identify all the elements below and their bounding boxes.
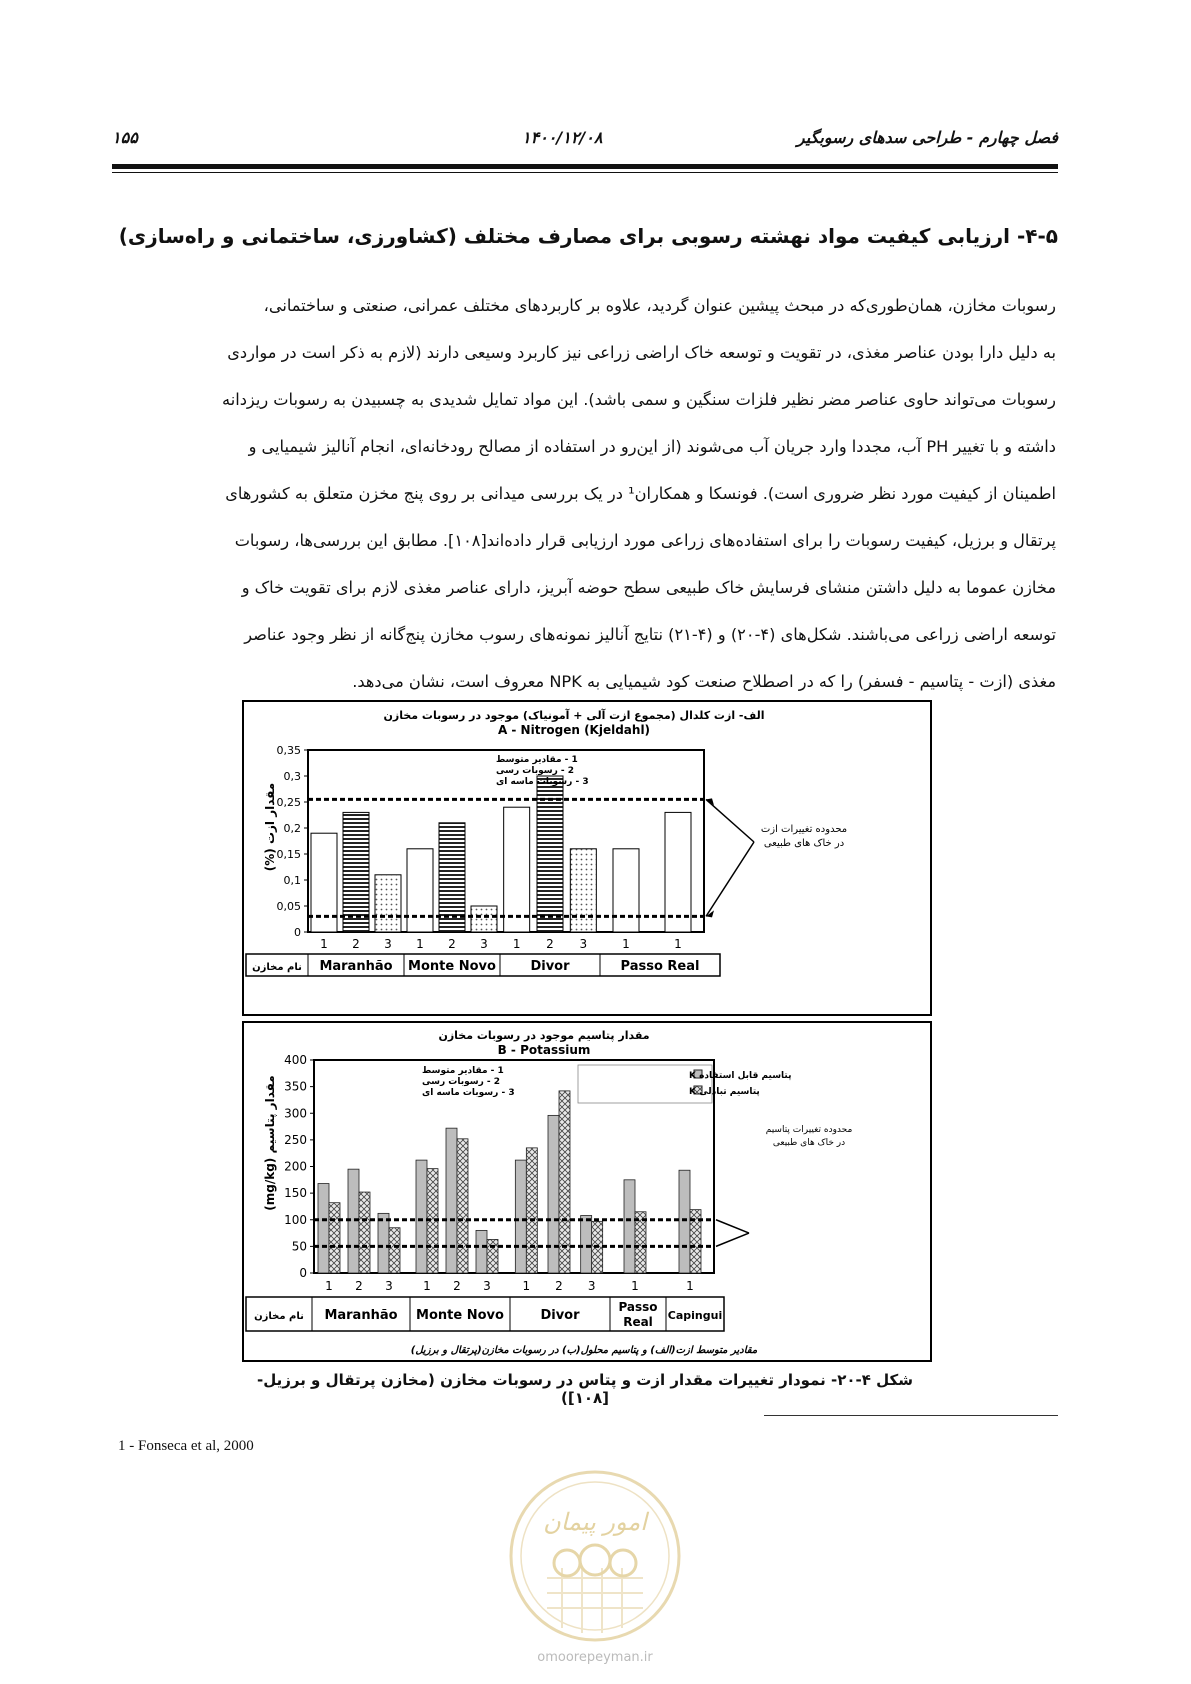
x-tick-label: 3 bbox=[587, 1279, 596, 1293]
bar-monte-novo-1 bbox=[407, 849, 433, 932]
x-tick-label: 1 bbox=[423, 1279, 431, 1293]
bar-divor-3 bbox=[570, 849, 596, 932]
x-tick-label: 3 bbox=[483, 1279, 491, 1293]
y-tick-label: 50 bbox=[291, 1239, 307, 1254]
x-tick-label: 2 bbox=[448, 937, 456, 951]
y-tick-label: 0,15 bbox=[276, 848, 301, 861]
y-tick-label: 350 bbox=[284, 1079, 307, 1094]
x-tick-label: 2 bbox=[555, 1279, 563, 1293]
arrowhead bbox=[706, 798, 714, 805]
bar-available-monte-novo-3 bbox=[476, 1230, 487, 1273]
paragraph-line: توسعه اراضی زراعی می‌باشند. شکل‌های (۴-۲۰) و (۴-۲۱) نتایج آنالیز نمونه‌های رسوب مخازن پنج‌گانه از نظر وجود عناصر bbox=[244, 625, 1056, 644]
legend-entry: 1 - مقادیر متوسط bbox=[422, 1066, 504, 1076]
x-tick-label: 2 bbox=[352, 937, 360, 951]
x-tick-label: 1 bbox=[416, 937, 424, 951]
paragraph-line: مخازن عموما به دلیل داشتن منشای فرسایش خاک طبیعی سطح حوضه آبریز، دارای عناصر مغذی لازم برای تقویت خاک و bbox=[241, 578, 1056, 597]
bar-exchangeable-monte-novo-2 bbox=[457, 1139, 468, 1273]
footnote-rule bbox=[764, 1415, 1058, 1416]
paragraph-line: داشته و با تغییر PH آب، مجددا وارد جریان آب می‌شوند (از این‌رو در استفاده از مصالح رودخانه‌ای، انجام آنالیز شیمیایی و bbox=[248, 437, 1056, 456]
annotation-arrow bbox=[716, 1220, 749, 1233]
paragraph-line: به دلیل دارا بودن عناصر مغذی، در تقویت و توسعه خاک اراضی زراعی نیز کاربرد وسیعی دارند (لازم به ذکر است در مواردی bbox=[227, 343, 1056, 362]
y-tick-label: 0,25 bbox=[276, 796, 301, 809]
bar-available-divor-2 bbox=[548, 1115, 559, 1273]
bar-available-monte-novo-2 bbox=[446, 1128, 457, 1273]
figure-caption: شکل ۴-۲۰- نمودار تغییرات مقدار ازت و پتاس در رسوبات مخازن (مخازن پرتقال و برزیل- [۱۰۸]) bbox=[256, 1371, 913, 1407]
paragraph-line: اطمینان از کیفیت مورد نظر ضروری است). فونسکا و همکاران¹ در یک بررسی میدانی بر روی پنج مخزن متعلق به کشورهای bbox=[225, 484, 1056, 503]
y-tick-label: 0 bbox=[294, 926, 301, 939]
bottom-note: مقادیر متوسط ازت(الف) و پتاسیم محلول(ب) در رسوبات مخازن(پرتقال و برزیل) bbox=[410, 1345, 758, 1356]
paragraph-line: مغذی (ازت - پتاسیم - فسفر) را که در اصطلاح صنعت کود شیمیایی به NPK معروف است، نشان می‌دهد. bbox=[352, 672, 1056, 691]
series-legend-entry: پتاسیم تبادلی K bbox=[689, 1087, 760, 1097]
range-annotation: محدوده تغییرات پتاسیم bbox=[765, 1125, 853, 1135]
section-title: ۴-۵- ارزیابی کیفیت مواد نهشته رسوبی برای مصارف مختلف (کشاورزی، ساختمانی و راه‌سازی) bbox=[118, 224, 1058, 248]
nitrogen-chart bbox=[242, 700, 932, 1016]
bar-available-capingui-1 bbox=[679, 1170, 690, 1273]
reservoir-name: Passo Real bbox=[620, 959, 700, 974]
x-tick-label: 3 bbox=[579, 937, 588, 951]
body-paragraph bbox=[118, 282, 1056, 705]
chart-subtitle: A - Nitrogen (Kjeldahl) bbox=[497, 723, 651, 737]
bar-exchangeable-divor-1 bbox=[526, 1148, 537, 1273]
y-axis-label: مقدار پتاسیم (mg/kg) bbox=[263, 1075, 277, 1211]
header-rule bbox=[112, 164, 1058, 169]
x-tick-label: 1 bbox=[512, 937, 521, 951]
chart-subtitle: B - Potassium bbox=[497, 1043, 591, 1057]
chart-title: مقدار پتاسیم موجود در رسوبات مخازن bbox=[438, 1029, 650, 1042]
bar-monte-novo-3 bbox=[471, 906, 497, 932]
bar-passo-real-1 bbox=[613, 849, 639, 932]
y-tick-label: 0,2 bbox=[283, 822, 301, 835]
y-tick-label: 0,05 bbox=[276, 900, 301, 913]
x-tick-label: 2 bbox=[546, 937, 554, 951]
reservoir-name: Passo bbox=[618, 1300, 658, 1314]
watermark-text: امور پیمان bbox=[543, 1508, 647, 1536]
header-date: ۱۴۰۰/۱۲/۰۸ bbox=[522, 128, 603, 147]
page-number: ۱۵۵ bbox=[112, 128, 138, 147]
range-annotation: در خاک های طبیعی bbox=[763, 838, 845, 849]
annotation-arrow bbox=[706, 842, 754, 916]
bar-exchangeable-maranh-o-3 bbox=[389, 1228, 400, 1273]
bar-available-divor-3 bbox=[581, 1215, 592, 1273]
y-tick-label: 100 bbox=[284, 1212, 307, 1227]
row-header: نام مخازن bbox=[252, 962, 302, 973]
footnote: 1 - Fonseca et al, 2000 bbox=[118, 1438, 254, 1454]
series-legend-entry: پتاسیم قابل استفاده K bbox=[689, 1071, 792, 1081]
bar-available-maranh-o-1 bbox=[318, 1184, 329, 1273]
x-tick-label: 1 bbox=[320, 937, 328, 951]
bar-exchangeable-maranh-o-1 bbox=[329, 1203, 340, 1273]
paragraph-line: پرتقال و برزیل، کیفیت رسوبات را برای استفاده‌های زراعی مورد ارزیابی قرار داده‌اند[۱۰۸]. مطابق این بررسی‌ها، رسوبات bbox=[234, 531, 1056, 550]
y-tick-label: 0 bbox=[299, 1266, 307, 1280]
reservoir-name: Maranhão bbox=[324, 1308, 398, 1323]
paragraph-line: رسوبات مخازن، همان‌طوری‌که در مبحث پیشین عنوان گردید، علاوه بر کاربردهای مختلف عمرانی، صنعتی و ساختمانی، bbox=[263, 296, 1056, 315]
watermark-website: omoorepeyman.ir bbox=[537, 1650, 653, 1665]
reservoir-name: Maranhão bbox=[319, 959, 393, 974]
y-tick-label: 150 bbox=[284, 1186, 307, 1201]
x-tick-label: 1 bbox=[622, 937, 630, 951]
bar-available-divor-1 bbox=[515, 1160, 526, 1273]
x-tick-label: 1 bbox=[686, 1279, 694, 1293]
header-rule-thin bbox=[112, 172, 1058, 173]
page-header bbox=[112, 128, 1058, 152]
x-tick-label: 1 bbox=[631, 1279, 639, 1293]
y-tick-label: 300 bbox=[284, 1106, 307, 1121]
x-tick-label: 3 bbox=[385, 1279, 393, 1293]
bar-passo-real-1 bbox=[665, 812, 691, 932]
bar-available-passo-real-1 bbox=[624, 1180, 635, 1273]
x-tick-label: 2 bbox=[453, 1279, 461, 1293]
x-tick-label: 3 bbox=[480, 937, 488, 951]
reservoir-name: Divor bbox=[540, 1308, 580, 1323]
x-tick-label: 2 bbox=[355, 1279, 363, 1293]
range-annotation: در خاک های طبیعی bbox=[772, 1138, 846, 1148]
chart-title: الف- ازت کلدال (مجموع ازت آلی + آمونیاک) موجود در رسوبات مخازن bbox=[383, 709, 765, 722]
annotation-arrow bbox=[706, 799, 754, 842]
bar-maranh-o-2 bbox=[343, 812, 369, 932]
x-tick-label: 1 bbox=[674, 937, 682, 951]
legend-entry: 1 - مقادیر متوسط bbox=[496, 755, 578, 765]
reservoir-name: Divor bbox=[530, 959, 570, 974]
y-tick-label: 200 bbox=[284, 1159, 307, 1174]
bar-maranh-o-3 bbox=[375, 875, 401, 932]
y-tick-label: 0,3 bbox=[283, 770, 301, 783]
x-tick-label: 3 bbox=[384, 937, 392, 951]
bar-exchangeable-maranh-o-2 bbox=[359, 1192, 370, 1273]
legend-entry: 2 - رسوبات رسی bbox=[422, 1077, 501, 1087]
nitrogen-chart-svg bbox=[244, 702, 930, 1014]
y-tick-label: 0,1 bbox=[283, 874, 301, 887]
bar-exchangeable-monte-novo-3 bbox=[487, 1239, 498, 1273]
y-tick-label: 0,35 bbox=[276, 744, 301, 757]
legend-entry: 3 - رسوبات ماسه ای bbox=[496, 777, 589, 787]
reservoir-name: Real bbox=[623, 1315, 653, 1329]
x-tick-label: 1 bbox=[325, 1279, 333, 1293]
potassium-chart-svg bbox=[244, 1023, 930, 1360]
reservoir-name: Capingui bbox=[667, 1309, 723, 1322]
y-tick-label: 400 bbox=[284, 1053, 307, 1067]
y-tick-label: 250 bbox=[284, 1132, 307, 1147]
y-axis-label: مقدار ازت (%) bbox=[263, 782, 277, 872]
watermark-logo bbox=[507, 1468, 683, 1644]
row-header: نام مخازن bbox=[254, 1311, 304, 1322]
reservoir-name: Monte Novo bbox=[416, 1308, 504, 1323]
range-annotation: محدوده تغییرات ازت bbox=[760, 824, 848, 835]
bar-divor-1 bbox=[504, 807, 530, 932]
paragraph-line: رسوبات می‌تواند حاوی عناصر مضر نظیر فلزات سنگین و سمی باشد). این مواد تمایل شدیدی به چسبیدن به رسوبات ریزدانه bbox=[222, 390, 1056, 409]
chapter-title: فصل چهارم - طراحی سدهای رسوبگیر bbox=[796, 128, 1058, 147]
legend-entry: 3 - رسوبات ماسه ای bbox=[422, 1088, 515, 1098]
reservoir-name: Monte Novo bbox=[408, 959, 496, 974]
bar-available-monte-novo-1 bbox=[416, 1160, 427, 1273]
annotation-arrow bbox=[716, 1233, 749, 1246]
bar-available-maranh-o-3 bbox=[378, 1213, 389, 1273]
x-tick-label: 1 bbox=[522, 1279, 531, 1293]
legend-entry: 2 - رسوبات رسی bbox=[496, 766, 575, 776]
potassium-chart bbox=[242, 1021, 932, 1362]
